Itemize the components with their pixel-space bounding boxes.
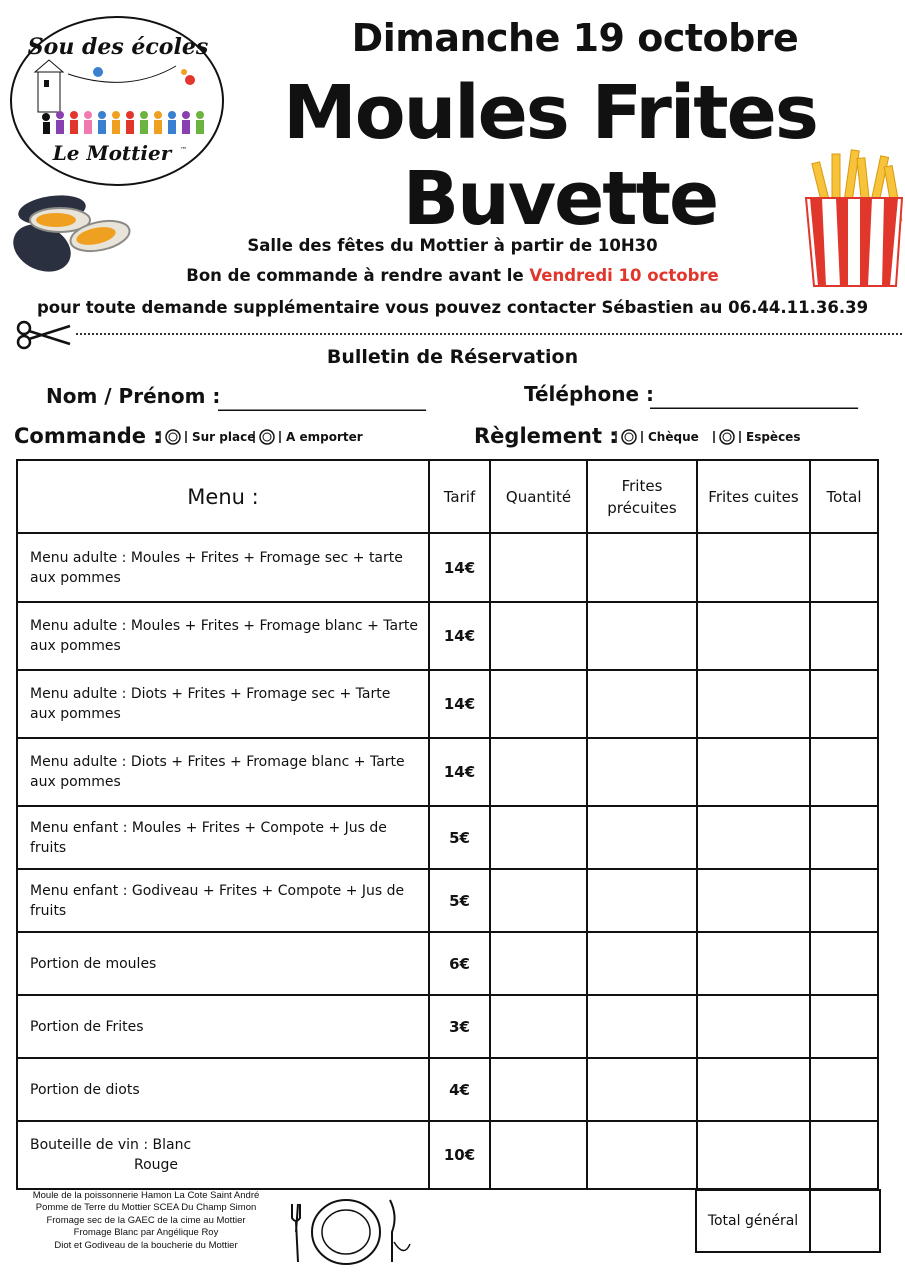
frites-precuites-cell[interactable]	[587, 869, 697, 932]
frites-cuites-cell[interactable]	[697, 602, 810, 670]
frites-cuites-cell[interactable]	[697, 738, 810, 806]
frites-cuites-cell[interactable]	[697, 1058, 810, 1121]
table-row	[17, 932, 878, 995]
order-table	[16, 459, 879, 1190]
grand-total-label: Total général	[696, 1190, 810, 1252]
plate-checkbox-icon	[158, 428, 190, 446]
frites-precuites-cell[interactable]	[587, 1121, 697, 1189]
header-quantite: Quantité	[490, 460, 587, 533]
item-name: Portion de diots	[17, 1058, 429, 1121]
sponsor-line: Fromage Blanc par Angélique Roy	[73, 1227, 219, 1239]
payment-option-label: Chèque	[648, 430, 699, 444]
order-option-label: Sur place	[192, 430, 256, 444]
table-row	[17, 602, 878, 670]
deadline-info	[0, 266, 905, 285]
item-name: Portion de moules	[17, 932, 429, 995]
frites-cuites-cell[interactable]	[697, 1121, 810, 1189]
total-cell[interactable]	[810, 869, 878, 932]
quantity-cell[interactable]	[490, 1058, 587, 1121]
sponsor-line: Pomme de Terre du Mottier SCEA Du Champ Simon	[35, 1202, 257, 1214]
total-cell[interactable]	[810, 1121, 878, 1189]
frites-cuites-cell[interactable]	[697, 670, 810, 738]
wine-line-blanc: Bouteille de vin : Blanc	[30, 1137, 192, 1153]
event-title-line2: Buvette	[402, 156, 718, 242]
plate-checkbox-icon	[252, 428, 284, 446]
quantity-cell[interactable]	[490, 533, 587, 602]
quantity-cell[interactable]	[490, 602, 587, 670]
table-row	[17, 738, 878, 806]
total-cell[interactable]	[810, 1058, 878, 1121]
frites-precuites-cell[interactable]	[587, 932, 697, 995]
header-frites-cuites: Frites cuites	[697, 460, 810, 533]
item-price: 6€	[429, 932, 490, 995]
frites-precuites-cell[interactable]	[587, 533, 697, 602]
quantity-cell[interactable]	[490, 869, 587, 932]
table-row	[17, 806, 878, 869]
total-cell[interactable]	[810, 670, 878, 738]
quantity-cell[interactable]	[490, 995, 587, 1058]
order-option-sur-place[interactable]	[158, 428, 255, 446]
item-name: Menu adulte : Diots + Frites + Fromage sec + Tarte aux pommes	[17, 670, 429, 738]
bulletin-title: Bulletin de Réservation	[326, 346, 579, 368]
total-cell[interactable]	[810, 533, 878, 602]
item-price: 14€	[429, 738, 490, 806]
payment-option-label: Espèces	[746, 430, 801, 444]
plate-cutlery-icon	[286, 1192, 412, 1266]
item-name: Menu enfant : Moules + Frites + Compote + Jus de fruits	[17, 806, 429, 869]
plate-checkbox-icon	[614, 428, 646, 446]
frites-precuites-cell[interactable]	[587, 995, 697, 1058]
item-name: Menu enfant : Godiveau + Frites + Compote + Jus de fruits	[17, 869, 429, 932]
grand-total-cell[interactable]	[810, 1190, 880, 1252]
frites-cuites-cell[interactable]	[697, 995, 810, 1058]
name-label: Nom / Prénom :	[46, 384, 221, 408]
logo-trademark: ™	[180, 146, 187, 154]
order-option-a-emporter[interactable]	[252, 428, 363, 446]
sou-des-ecoles-logo	[8, 14, 226, 188]
frites-cuites-cell[interactable]	[697, 869, 810, 932]
logo-bottom-text: Le Mottier	[52, 141, 172, 165]
name-field[interactable]: ________________________	[218, 392, 426, 411]
item-name: Portion de Frites	[17, 995, 429, 1058]
contact-info: pour toute demande supplémentaire vous pouvez contacter Sébastien au 06.44.11.36.39	[36, 298, 869, 317]
table-row	[17, 670, 878, 738]
phone-field[interactable]: ________________________	[650, 390, 858, 409]
quantity-cell[interactable]	[490, 1121, 587, 1189]
item-name: Menu adulte : Diots + Frites + Fromage blanc + Tarte aux pommes	[17, 738, 429, 806]
table-row	[17, 869, 878, 932]
item-price: 4€	[429, 1058, 490, 1121]
order-option-label: A emporter	[286, 430, 363, 444]
logo-top-text: Sou des écoles	[27, 34, 209, 60]
frites-precuites-cell[interactable]	[587, 738, 697, 806]
header-menu: Menu :	[17, 460, 429, 533]
payment-label: Règlement :	[474, 424, 618, 448]
item-name: Menu adulte : Moules + Frites + Fromage blanc + Tarte aux pommes	[17, 602, 429, 670]
event-title-line1: Moules Frites	[283, 70, 817, 156]
frites-precuites-cell[interactable]	[587, 670, 697, 738]
deadline-date: Vendredi 10 octobre	[529, 266, 719, 285]
total-cell[interactable]	[810, 806, 878, 869]
table-header-row	[17, 460, 878, 533]
wine-line-rouge: Rouge	[134, 1157, 179, 1173]
table-row	[17, 995, 878, 1058]
phone-label: Téléphone :	[524, 382, 655, 406]
table-row	[17, 533, 878, 602]
table-row	[17, 1121, 878, 1189]
payment-option-especes[interactable]	[712, 428, 800, 446]
item-price: 14€	[429, 670, 490, 738]
item-price: 5€	[429, 869, 490, 932]
frites-precuites-cell[interactable]	[587, 806, 697, 869]
quantity-cell[interactable]	[490, 738, 587, 806]
table-row	[17, 1058, 878, 1121]
cut-line	[76, 333, 902, 335]
quantity-cell[interactable]	[490, 670, 587, 738]
frites-cuites-cell[interactable]	[697, 806, 810, 869]
grand-total-box	[695, 1189, 881, 1253]
total-cell[interactable]	[810, 738, 878, 806]
header-frites-precuites: Frites précuites	[587, 460, 697, 533]
item-name: Menu adulte : Moules + Frites + Fromage sec + tarte aux pommes	[17, 533, 429, 602]
item-price: 14€	[429, 533, 490, 602]
header-total: Total	[810, 460, 878, 533]
item-price: 5€	[429, 806, 490, 869]
total-cell[interactable]	[810, 602, 878, 670]
sponsor-line: Diot et Godiveau de la boucherie du Mottier	[54, 1239, 238, 1251]
item-price: 14€	[429, 602, 490, 670]
total-cell[interactable]	[810, 995, 878, 1058]
quantity-cell[interactable]	[490, 932, 587, 995]
venue-info: Salle des fêtes du Mottier à partir de 10H30	[247, 236, 658, 255]
total-cell[interactable]	[810, 932, 878, 995]
quantity-cell[interactable]	[490, 806, 587, 869]
frites-cuites-cell[interactable]	[697, 533, 810, 602]
item-price: 10€	[429, 1121, 490, 1189]
frites-cuites-cell[interactable]	[697, 932, 810, 995]
sponsors-list	[14, 1190, 278, 1252]
deadline-prefix: Bon de commande à rendre avant le	[186, 266, 524, 285]
item-name	[17, 1121, 429, 1189]
frites-precuites-cell[interactable]	[587, 602, 697, 670]
header-tarif: Tarif	[429, 460, 490, 533]
item-price: 3€	[429, 995, 490, 1058]
sponsor-line: Fromage sec de la GAEC de la cime au Mottier	[46, 1214, 246, 1226]
sponsor-line: Moule de la poissonnerie Hamon La Cote Saint André	[32, 1190, 260, 1201]
frites-precuites-cell[interactable]	[587, 1058, 697, 1121]
order-label: Commande :	[14, 424, 162, 448]
payment-option-cheque[interactable]	[614, 428, 699, 446]
event-date: Dimanche 19 octobre	[351, 16, 799, 60]
plate-checkbox-icon	[712, 428, 744, 446]
